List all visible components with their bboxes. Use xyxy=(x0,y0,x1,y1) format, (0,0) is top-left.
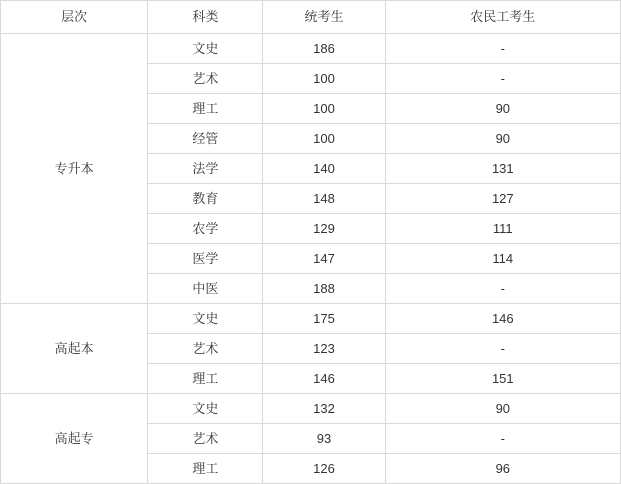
farmer-score-cell: 96 xyxy=(385,454,620,484)
level-cell-group-1: 高起本 xyxy=(1,304,148,394)
category-cell: 艺术 xyxy=(148,64,263,94)
table-row xyxy=(1,304,621,334)
unified-score-cell: 146 xyxy=(263,364,385,394)
farmer-score-cell: - xyxy=(385,274,620,304)
farmer-score-cell: 90 xyxy=(385,394,620,424)
table-header xyxy=(1,1,621,34)
category-cell: 理工 xyxy=(148,94,263,124)
unified-score-cell: 148 xyxy=(263,184,385,214)
category-cell: 文史 xyxy=(148,394,263,424)
farmer-score-cell: 90 xyxy=(385,94,620,124)
farmer-score-cell: 114 xyxy=(385,244,620,274)
unified-score-cell: 132 xyxy=(263,394,385,424)
category-cell: 文史 xyxy=(148,304,263,334)
unified-score-cell: 175 xyxy=(263,304,385,334)
category-cell: 艺术 xyxy=(148,334,263,364)
table-header-row xyxy=(1,1,621,34)
category-cell: 文史 xyxy=(148,34,263,64)
column-header-unified: 统考生 xyxy=(263,1,385,34)
farmer-score-cell: - xyxy=(385,64,620,94)
farmer-score-cell: - xyxy=(385,334,620,364)
farmer-score-cell: 127 xyxy=(385,184,620,214)
category-cell: 理工 xyxy=(148,364,263,394)
table-row xyxy=(1,34,621,64)
unified-score-cell: 140 xyxy=(263,154,385,184)
category-cell: 法学 xyxy=(148,154,263,184)
unified-score-cell: 93 xyxy=(263,424,385,454)
farmer-score-cell: 146 xyxy=(385,304,620,334)
category-cell: 理工 xyxy=(148,454,263,484)
farmer-score-cell: - xyxy=(385,34,620,64)
table-body xyxy=(1,34,621,484)
unified-score-cell: 100 xyxy=(263,124,385,154)
unified-score-cell: 147 xyxy=(263,244,385,274)
column-header-category: 科类 xyxy=(148,1,263,34)
category-cell: 艺术 xyxy=(148,424,263,454)
category-cell: 中医 xyxy=(148,274,263,304)
column-header-level: 层次 xyxy=(1,1,148,34)
level-cell-group-0: 专升本 xyxy=(1,34,148,304)
farmer-score-cell: 111 xyxy=(385,214,620,244)
farmer-score-cell: 131 xyxy=(385,154,620,184)
table-row xyxy=(1,394,621,424)
category-cell: 农学 xyxy=(148,214,263,244)
unified-score-cell: 126 xyxy=(263,454,385,484)
farmer-score-cell: 90 xyxy=(385,124,620,154)
unified-score-cell: 100 xyxy=(263,64,385,94)
category-cell: 教育 xyxy=(148,184,263,214)
category-cell: 医学 xyxy=(148,244,263,274)
farmer-score-cell: 151 xyxy=(385,364,620,394)
category-cell: 经管 xyxy=(148,124,263,154)
farmer-score-cell: - xyxy=(385,424,620,454)
unified-score-cell: 129 xyxy=(263,214,385,244)
unified-score-cell: 100 xyxy=(263,94,385,124)
unified-score-cell: 188 xyxy=(263,274,385,304)
level-cell-group-2: 高起专 xyxy=(1,394,148,484)
column-header-farmer: 农民工考生 xyxy=(385,1,620,34)
unified-score-cell: 123 xyxy=(263,334,385,364)
unified-score-cell: 186 xyxy=(263,34,385,64)
